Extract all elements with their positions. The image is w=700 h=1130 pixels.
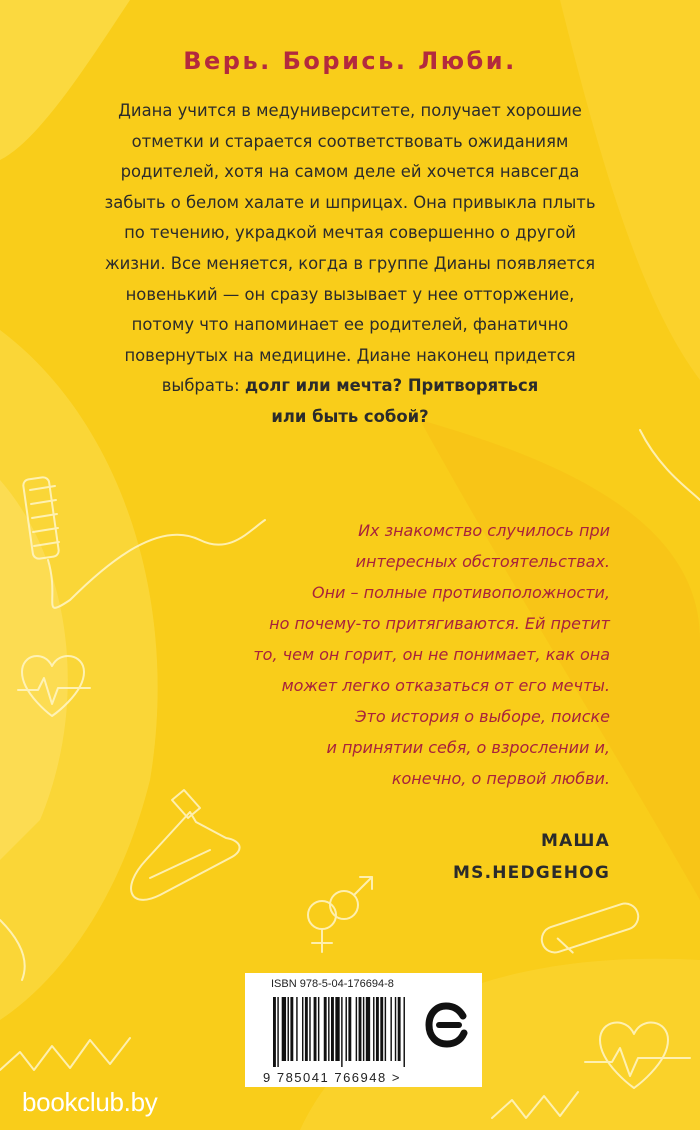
quote-line: но почему-то притягиваются. Ей претит — [269, 614, 610, 633]
barcode-bar — [328, 997, 329, 1061]
tagline: Верь. Борись. Люби. — [183, 47, 517, 75]
description-emphasis: или быть собой? — [271, 406, 429, 426]
description-line: родителей, хотя на самом деле ей хочется навсегда — [120, 162, 580, 182]
barcode-bar — [348, 997, 351, 1061]
description-line — [40, 402, 660, 433]
barcode-bar — [390, 997, 391, 1061]
barcode-bar — [288, 997, 289, 1061]
barcode-bar — [380, 997, 383, 1061]
barcode-bar — [341, 997, 342, 1067]
quote-line: Их знакомство случилось при — [358, 521, 610, 540]
barcode-bar — [395, 997, 396, 1061]
quote-line: Это история о выборе, поиске — [355, 707, 610, 726]
barcode-bar — [346, 997, 347, 1061]
barcode-bar — [356, 997, 357, 1061]
barcode-bar — [363, 997, 364, 1061]
description-line — [40, 371, 660, 402]
barcode-bar — [302, 997, 303, 1061]
barcode-bar — [385, 997, 386, 1061]
description-emphasis: долг или мечта? Притворяться — [244, 376, 539, 396]
barcode-bar — [314, 997, 317, 1061]
barcode-digits: 9 785041 766948 > — [263, 1070, 401, 1085]
review-quote — [190, 515, 610, 794]
barcode-bar — [277, 997, 278, 1067]
description-line: новенький — он сразу вызывает у нее отторжение, — [125, 284, 575, 304]
description-line: потому что напоминает ее родителей, фанатично — [131, 315, 569, 335]
barcode-bar — [324, 997, 327, 1061]
barcode-bar — [331, 997, 334, 1061]
description-line: жизни. Все меняется, когда в группе Дианы появляется — [104, 253, 596, 273]
quote-line: может легко отказаться от его мечты. — [281, 676, 610, 695]
barcode — [273, 997, 449, 1067]
description — [40, 96, 660, 433]
barcode-bar — [366, 997, 370, 1061]
description-plain: выбрать: — [161, 376, 245, 396]
barcode-bar — [335, 997, 339, 1061]
quote-author — [453, 825, 610, 889]
quote-line: и принятии себя, о взрослении и, — [326, 738, 610, 757]
description-line: Диана учится в медуниверситете, получает хорошие — [118, 101, 582, 120]
barcode-bar — [309, 997, 310, 1061]
barcode-bar — [273, 997, 276, 1067]
description-line: отметки и старается соответствовать ожиданиям — [131, 131, 569, 151]
quote-line: Они – полные противоположности, — [312, 583, 610, 602]
author-name: МАША — [540, 831, 610, 851]
barcode-bar — [305, 997, 308, 1061]
author-handle: MS.HEDGEHOG — [453, 863, 610, 883]
barcode-bar — [376, 997, 379, 1061]
barcode-bar — [296, 997, 297, 1061]
description-line: забыть о белом халате и шприцах. Она привыкла плыть — [104, 192, 596, 212]
barcode-bar — [373, 997, 374, 1061]
description-line: повернутых на медицине. Диане наконец придется — [124, 345, 576, 365]
barcode-bar — [398, 997, 401, 1061]
barcode-bar — [359, 997, 362, 1061]
barcode-bar — [404, 997, 405, 1067]
barcode-bar — [290, 997, 293, 1061]
eksmo-logo-icon — [425, 1002, 471, 1048]
barcode-bar — [282, 997, 286, 1061]
isbn-label: ISBN 978-5-04-176694-8 — [271, 978, 394, 990]
description-line: по течению, украдкой мечтая совершенно о другой — [124, 223, 576, 243]
quote-line: конечно, о первой любви. — [391, 769, 610, 788]
website-watermark: bookclub.by — [22, 1087, 158, 1117]
barcode-bar — [318, 997, 319, 1061]
quote-line: интересных обстоятельствах. — [355, 552, 610, 571]
quote-line: то, чем он горит, он не понимает, как она — [253, 645, 610, 664]
